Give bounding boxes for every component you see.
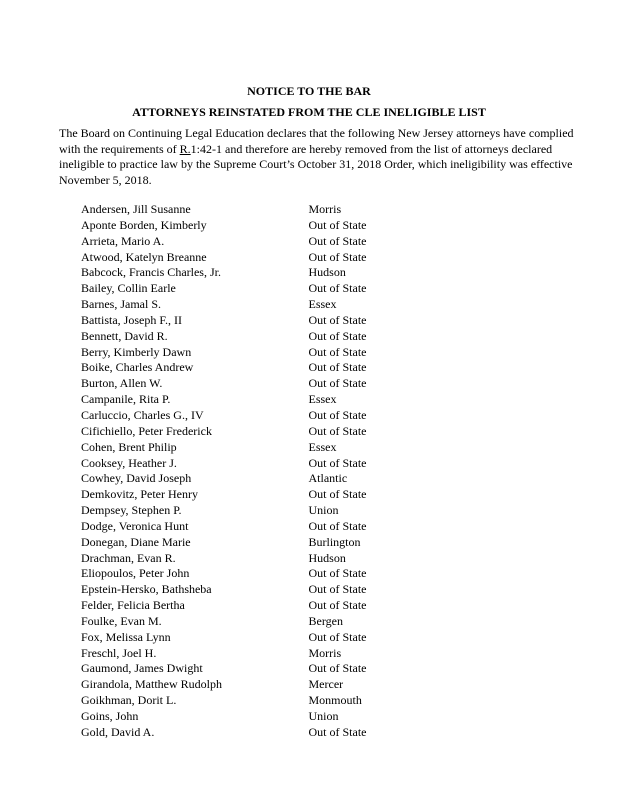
attorney-row xyxy=(81,408,401,424)
attorney-name: Cohen, Brent Philip xyxy=(81,439,177,454)
attorney-row xyxy=(81,582,401,598)
attorney-name: Gold, David A. xyxy=(81,724,155,739)
attorney-name: Andersen, Jill Susanne xyxy=(81,202,191,216)
attorney-row xyxy=(81,566,401,582)
attorney-county: Union xyxy=(308,503,339,518)
attorney-county: Out of State xyxy=(308,566,367,581)
attorney-row xyxy=(81,551,401,567)
attorney-county: Morris xyxy=(308,645,342,660)
attorney-name: Berry, Kimberly Dawn xyxy=(81,344,192,359)
attorney-row xyxy=(81,487,401,503)
attorney-county: Out of State xyxy=(308,281,367,296)
attorney-name: Aponte Borden, Kimberly xyxy=(81,217,207,232)
attorney-row xyxy=(81,297,401,313)
attorney-name: Cooksey, Heather J. xyxy=(81,455,177,470)
attorney-row xyxy=(81,440,401,456)
attorney-county: Out of State xyxy=(308,360,367,375)
attorney-row xyxy=(81,376,401,392)
attorney-row xyxy=(81,630,401,646)
attorney-name: Atwood, Katelyn Breanne xyxy=(81,249,207,264)
attorney-name: Epstein-Hersko, Bathsheba xyxy=(81,582,212,597)
attorney-county: Out of State xyxy=(308,233,367,248)
attorney-name: Cifichiello, Peter Frederick xyxy=(81,423,212,438)
attorney-list xyxy=(81,202,401,741)
attorney-row xyxy=(81,598,401,614)
attorney-county: Out of State xyxy=(308,724,367,739)
attorney-name: Bennett, David R. xyxy=(81,328,168,343)
attorney-row xyxy=(81,265,401,281)
attorney-row xyxy=(81,313,401,329)
attorney-name: Carluccio, Charles G., IV xyxy=(81,407,204,422)
attorney-county: Out of State xyxy=(308,455,367,470)
attorney-row xyxy=(81,614,401,630)
attorney-name: Bailey, Collin Earle xyxy=(81,281,176,296)
attorney-county: Out of State xyxy=(308,344,367,359)
attorney-name: Dodge, Veronica Hunt xyxy=(81,518,189,533)
page-title: NOTICE TO THE BAR xyxy=(247,84,371,98)
court-rule-reference: R. xyxy=(179,141,191,156)
attorney-row xyxy=(81,329,401,345)
attorney-row xyxy=(81,709,401,725)
attorney-county: Morris xyxy=(308,202,342,216)
intro-paragraph xyxy=(59,126,579,188)
attorney-county: Out of State xyxy=(308,518,367,533)
attorney-county: Union xyxy=(308,709,339,723)
attorney-county: Out of State xyxy=(308,217,367,232)
attorney-row xyxy=(81,646,401,662)
attorney-row xyxy=(81,725,401,741)
attorney-name: Gaumond, James Dwight xyxy=(81,661,203,676)
attorney-name: Battista, Joseph F., II xyxy=(81,312,183,327)
attorney-row xyxy=(81,519,401,535)
attorney-row xyxy=(81,250,401,266)
attorney-county: Hudson xyxy=(308,265,346,280)
attorney-name: Babcock, Francis Charles, Jr. xyxy=(81,265,221,280)
attorney-row xyxy=(81,693,401,709)
attorney-county: Out of State xyxy=(308,376,367,391)
attorney-name: Dempsey, Stephen P. xyxy=(81,503,182,518)
attorney-name: Goins, John xyxy=(81,709,139,723)
attorney-county: Bergen xyxy=(308,613,343,628)
attorney-name: Donegan, Diane Marie xyxy=(81,534,191,549)
attorney-county: Burlington xyxy=(308,534,361,549)
attorney-county: Out of State xyxy=(308,487,367,502)
attorney-county: Mercer xyxy=(308,677,344,692)
attorney-county: Atlantic xyxy=(308,471,348,486)
attorney-row xyxy=(81,424,401,440)
attorney-county: Hudson xyxy=(308,550,346,565)
attorney-county: Essex xyxy=(308,297,337,312)
attorney-name: Cowhey, David Joseph xyxy=(81,471,192,486)
attorney-county: Essex xyxy=(308,439,337,454)
attorney-county: Out of State xyxy=(308,582,367,597)
attorney-county: Out of State xyxy=(308,423,367,438)
attorney-name: Demkovitz, Peter Henry xyxy=(81,487,198,502)
attorney-name: Eliopoulos, Peter John xyxy=(81,566,190,581)
attorney-name: Arrieta, Mario A. xyxy=(81,233,165,248)
attorney-county: Out of State xyxy=(308,661,367,676)
attorney-row xyxy=(81,360,401,376)
attorney-name: Girandola, Matthew Rudolph xyxy=(81,677,222,692)
attorney-name: Felder, Felicia Bertha xyxy=(81,598,185,613)
attorney-name: Fox, Melissa Lynn xyxy=(81,629,171,644)
attorney-county: Out of State xyxy=(308,629,367,644)
attorney-row xyxy=(81,234,401,250)
attorney-name: Campanile, Rita P. xyxy=(81,392,171,407)
attorney-county: Out of State xyxy=(308,312,367,327)
page-subtitle: ATTORNEYS REINSTATED FROM THE CLE INELIGIBLE LIST xyxy=(132,105,486,119)
attorney-name: Foulke, Evan M. xyxy=(81,613,162,628)
intro-text-end: 1:42-1 and therefore are hereby removed from the list of attorneys declared ineligible to practice law by the Supreme Court’s October 31, 2018 Order, which ineligibility was effective November 5, 2018. xyxy=(59,141,573,187)
attorney-row xyxy=(81,677,401,693)
attorney-name: Barnes, Jamal S. xyxy=(81,297,161,312)
attorney-row xyxy=(81,345,401,361)
attorney-row xyxy=(81,392,401,408)
attorney-name: Goikhman, Dorit L. xyxy=(81,693,177,708)
attorney-row xyxy=(81,535,401,551)
attorney-row xyxy=(81,202,401,218)
attorney-county: Essex xyxy=(308,392,337,407)
attorney-row xyxy=(81,456,401,472)
attorney-county: Out of State xyxy=(308,598,367,613)
attorney-name: Boike, Charles Andrew xyxy=(81,360,194,375)
intro-text-start: The Board on Continuing Legal Education declares that the following New Jersey attorneys have complied with the requirements of xyxy=(59,126,574,156)
attorney-county: Out of State xyxy=(308,328,367,343)
attorney-name: Drachman, Evan R. xyxy=(81,550,176,565)
attorney-row xyxy=(81,218,401,234)
attorney-row xyxy=(81,281,401,297)
attorney-row xyxy=(81,471,401,487)
attorney-county: Monmouth xyxy=(308,693,362,708)
attorney-county: Out of State xyxy=(308,249,367,264)
attorney-row xyxy=(81,661,401,677)
attorney-row xyxy=(81,503,401,519)
attorney-name: Freschl, Joel H. xyxy=(81,645,157,660)
attorney-county: Out of State xyxy=(308,407,367,422)
attorney-name: Burton, Allen W. xyxy=(81,376,163,391)
